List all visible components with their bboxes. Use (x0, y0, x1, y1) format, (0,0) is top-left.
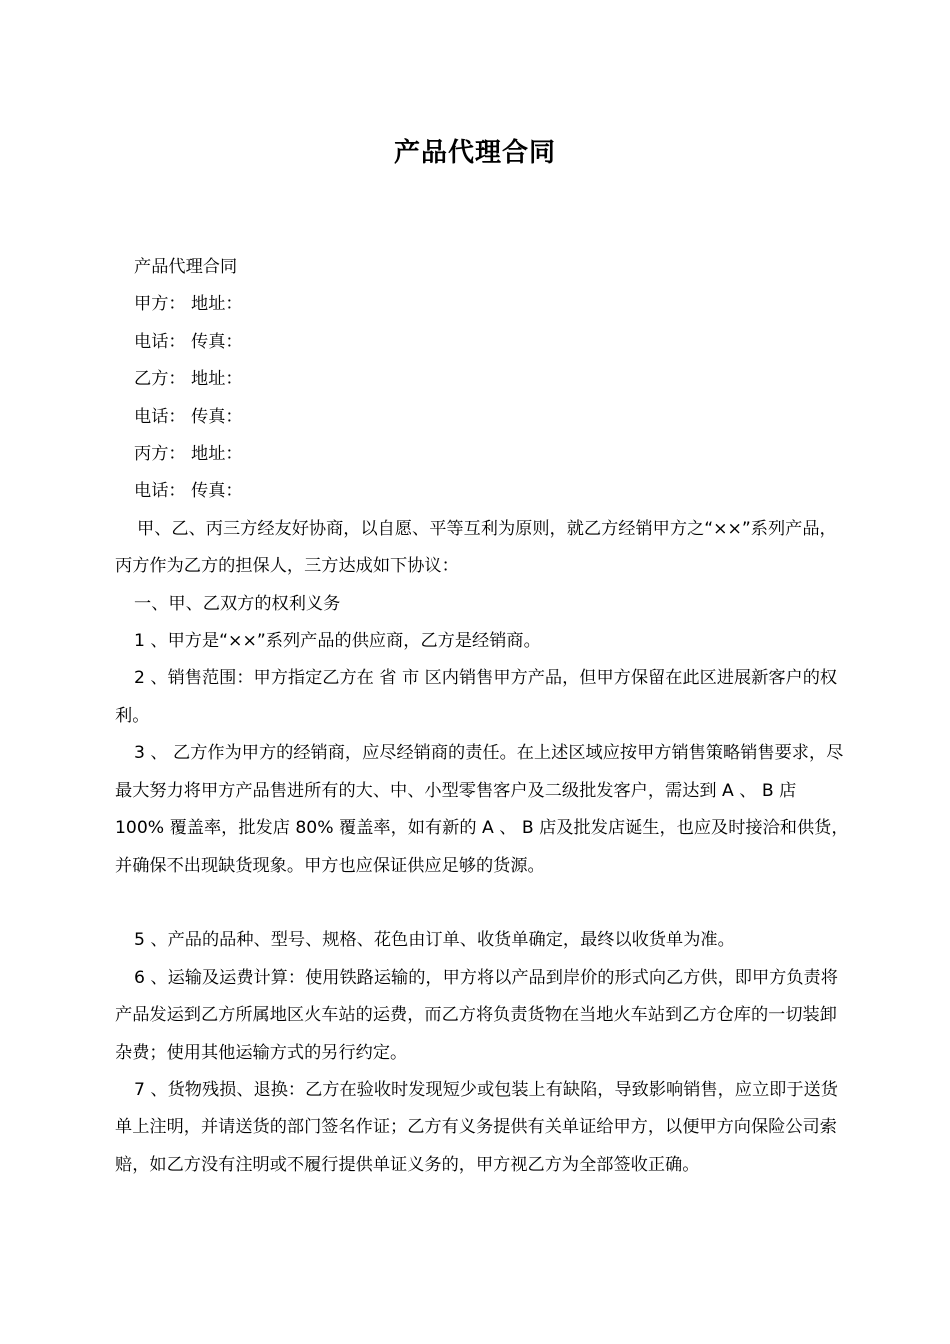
party-c-phone: 电话： 传真： (134, 481, 243, 502)
clause-3: 3 、 乙方作为甲方的经销商，应尽经销商的责任。在上述区域应按甲方销售策略销售要求，尽最大努力将甲方产品售进所有的大、中、小型零售客户及二级批发客户，需达到 A 、 B 店 100% 覆盖率，批发店 80% 覆盖率，如有新的 A 、 B 店及批发店诞生，也应及时接洽和供货，并确保不出现缺货现象。甲方也应保证供应足够的货源。 (115, 743, 849, 876)
party-b-address: 乙方： 地址： (134, 369, 243, 390)
clause-5: 5 、产品的品种、型号、规格、花色由订单、收货单确定，最终以收货单为准。 (134, 930, 735, 951)
clause-7: 7 、货物残损、退换：乙方在验收时发现短少或包装上有缺陷，导致影响销售，应立即于送货单上注明，并请送货的部门签名作证；乙方有义务提供有关单证给甲方，以便甲方向保险公司索赔，如乙方没有注明或不履行提供单证义务的，甲方视乙方为全部签收正确。 (115, 1079, 838, 1175)
party-a-phone: 电话： 传真： (134, 331, 243, 352)
section-heading: 一、甲、乙双方的权利义务 (134, 593, 341, 614)
clause-6: 6 、运输及运费计算：使用铁路运输的，甲方将以产品到岸价的形式向乙方供，即甲方负责将产品发运到乙方所属地区火车站的运费，而乙方将负责货物在当地火车站到乙方仓库的一切装卸杂费；使用其他运输方式的另行约定。 (115, 967, 838, 1063)
paragraph-heading: 产品代理合同 (134, 257, 238, 277)
paragraph-preamble: 甲、乙、丙三方经友好协商，以自愿、平等互利为原则，就乙方经销甲方之“××”系列产品，丙方作为乙方的担保人，三方达成如下协议： (115, 518, 837, 577)
clause-2: 2 、销售范围：甲方指定乙方在 省 市 区内销售甲方产品，但甲方保留在此区进展新客户的权利。 (115, 668, 838, 726)
document-body (115, 249, 850, 1184)
clause-1: 1 、甲方是“××”系列产品的供应商，乙方是经销商。 (134, 631, 541, 652)
document-title: 产品代理合同 (393, 138, 556, 168)
party-a-address: 甲方： 地址： (134, 294, 243, 315)
party-c-address: 丙方： 地址： (134, 444, 243, 465)
party-b-phone: 电话： 传真： (134, 406, 243, 427)
blank-line (115, 885, 850, 922)
